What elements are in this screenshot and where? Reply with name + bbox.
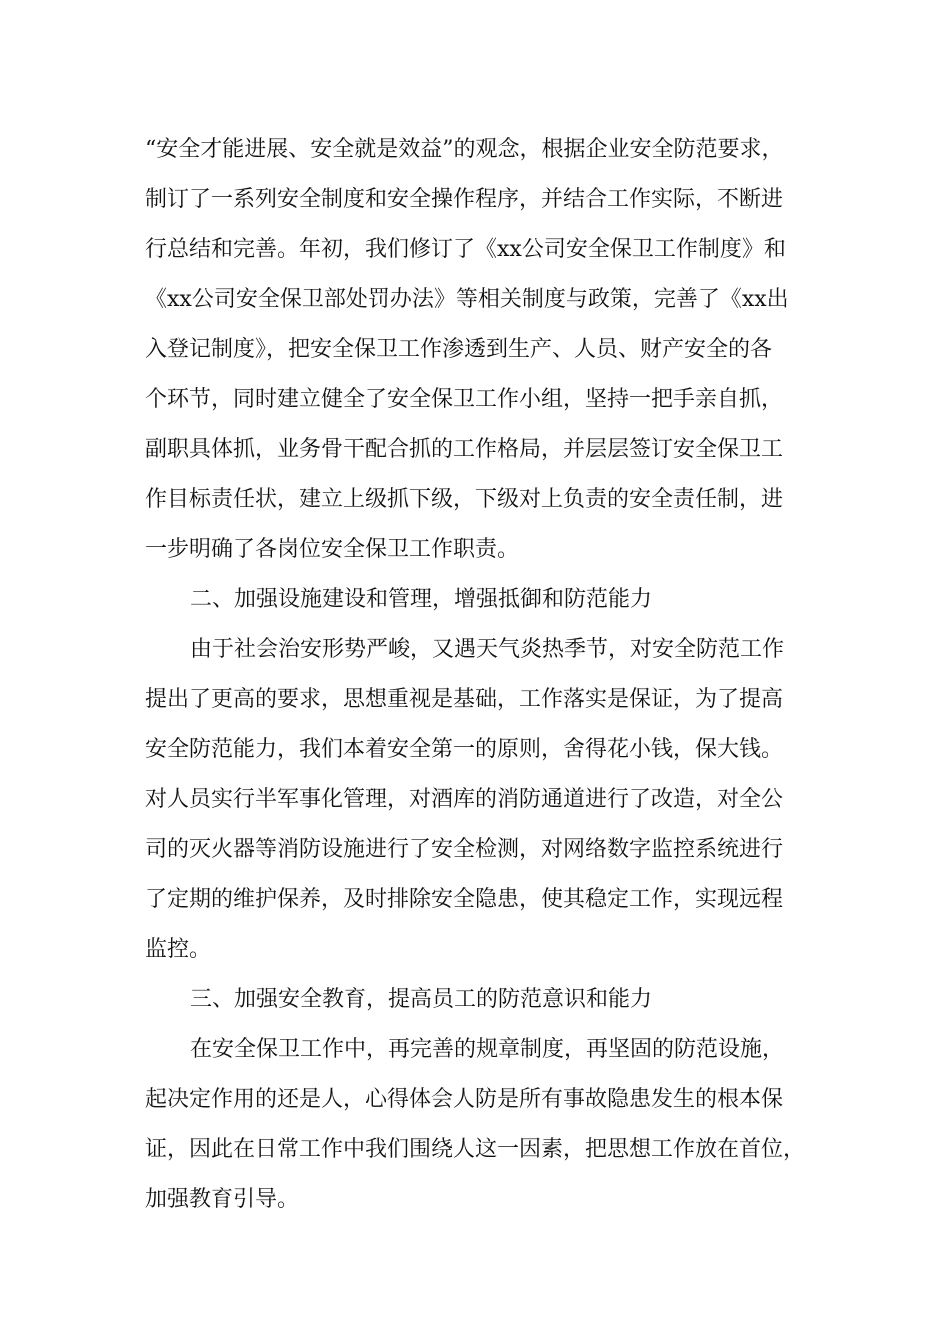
paragraph-line: 提出了更高的要求，思想重视是基础，工作落实是保证，为了提高 [145, 687, 784, 712]
paragraph-line: 由于社会治安形势严峻，又遇天气炎热季节，对安全防范工作 [190, 637, 785, 662]
paragraph-line: 对人员实行半军事化管理，对酒库的消防通道进行了改造，对全公 [145, 787, 784, 812]
paragraph-line: 入登记制度》，把安全保卫工作渗透到生产、人员、财产安全的各 [145, 337, 773, 362]
paragraph-line: 加强教育引导。 [145, 1187, 300, 1212]
paragraph-line: 个环节，同时建立健全了安全保卫工作小组，坚持一把手亲自抓， [145, 387, 784, 412]
paragraph-line: 作目标责任状，建立上级抓下级，下级对上负责的安全责任制，进 [145, 487, 784, 512]
section-heading-3: 三、加强安全教育，提高员工的防范意识和能力 [190, 987, 653, 1012]
paragraph-line: 了定期的维护保养，及时排除安全隐患，使其稳定工作，实现远程 [145, 887, 784, 912]
paragraph-line: 监控。 [145, 937, 212, 962]
section-heading-2: 二、加强设施建设和管理，增强抵御和防范能力 [190, 587, 653, 612]
paragraph-line: 副职具体抓，业务骨干配合抓的工作格局，并层层签订安全保卫工 [145, 437, 784, 462]
paragraph-line: 行总结和完善。年初，我们修订了《xx公司安全保卫工作制度》和 [145, 237, 786, 262]
paragraph-line: 一步明确了各岗位安全保卫工作职责。 [145, 537, 520, 562]
paragraph-line: 制订了一系列安全制度和安全操作程序，并结合工作实际，不断进 [145, 187, 784, 212]
paragraph-line: 安全防范能力，我们本着安全第一的原则，舍得花小钱，保大钱。 [145, 737, 784, 762]
paragraph-line: 证，因此在日常工作中我们围绕人这一因素，把思想工作放在首位， [145, 1137, 806, 1162]
paragraph-line: “安全才能进展、安全就是效益”的观念，根据企业安全防范要求， [145, 137, 784, 162]
paragraph-line: 《xx公司安全保卫部处罚办法》等相关制度与政策，完善了《xx出 [145, 287, 789, 312]
paragraph-line: 在安全保卫工作中，再完善的规章制度，再坚固的防范设施， [190, 1037, 785, 1062]
paragraph-line: 司的灭火器等消防设施进行了安全检测，对网络数字监控系统进行 [145, 837, 784, 862]
paragraph-line: 起决定作用的还是人，心得体会人防是所有事故隐患发生的根本保 [145, 1087, 784, 1112]
